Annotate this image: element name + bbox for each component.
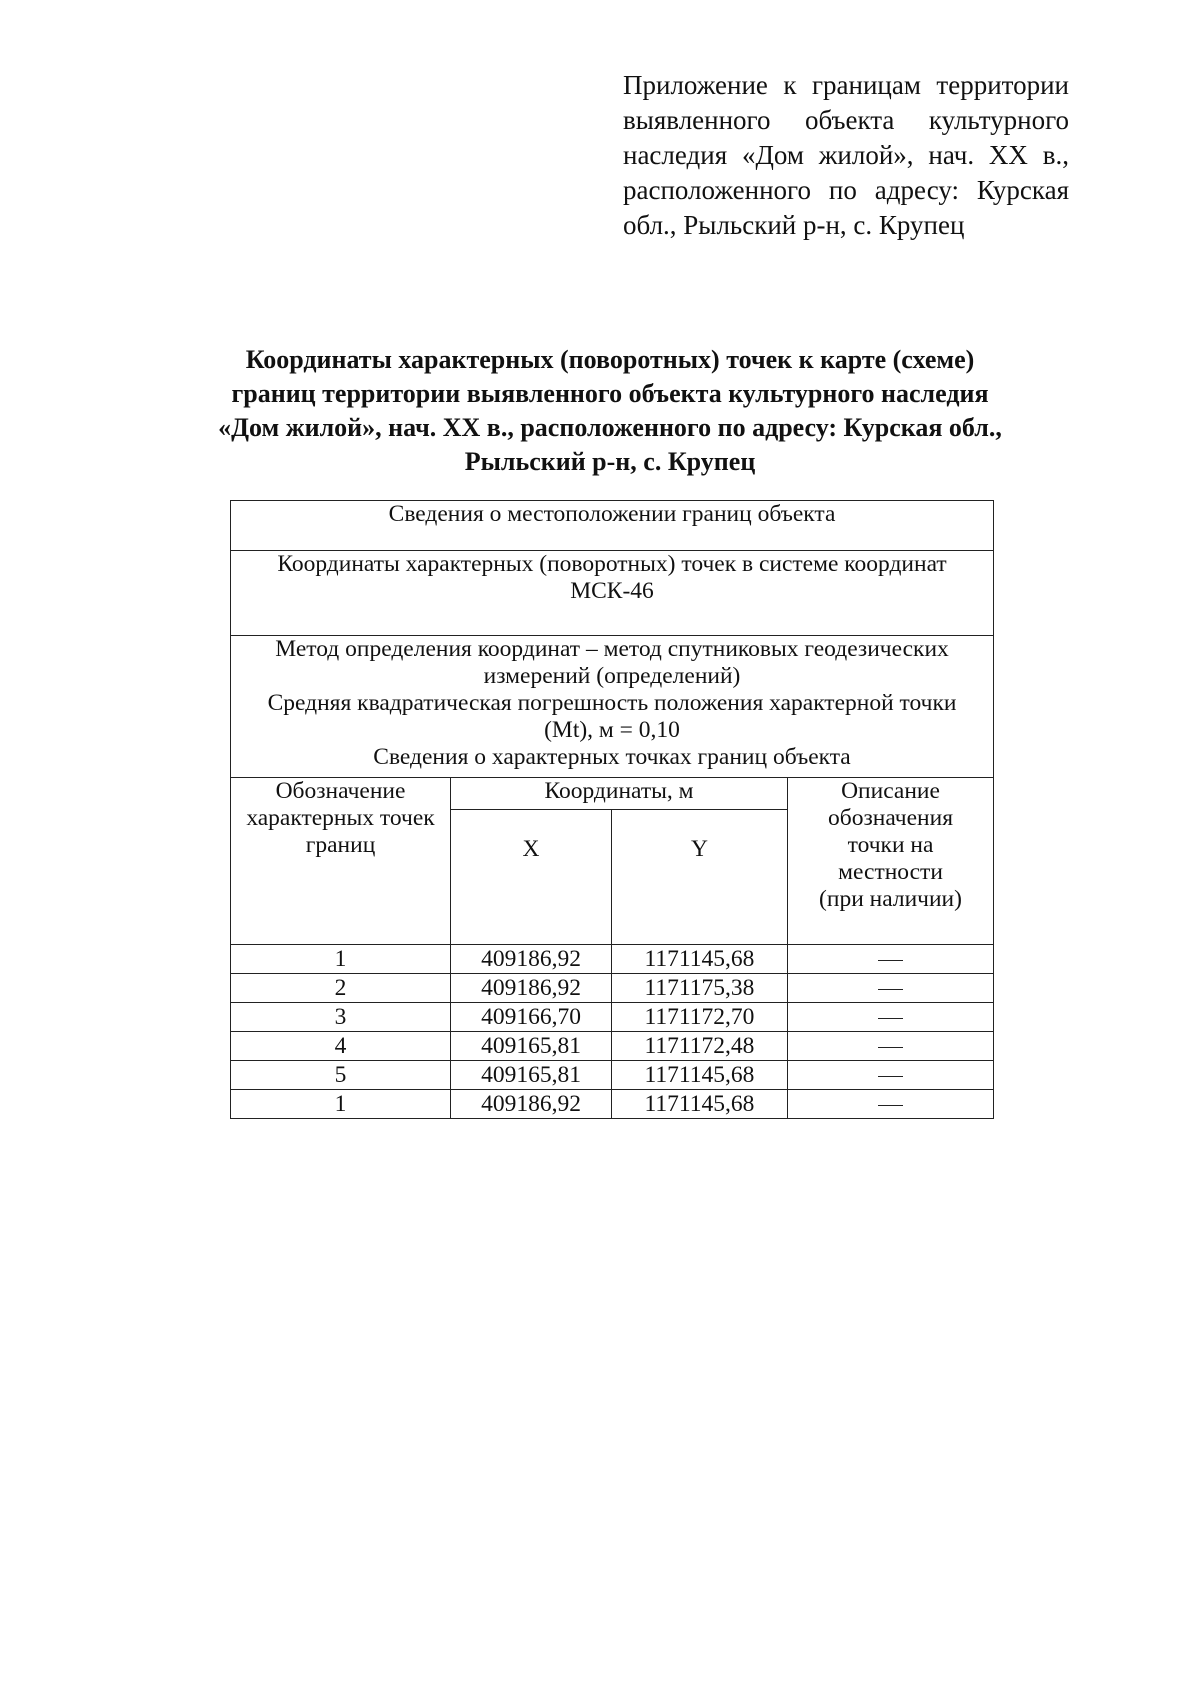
appendix-note-line: обл., Рыльский р-н, с. Крупец [623, 210, 965, 240]
appendix-note-line: выявленного объекта культурного [623, 105, 1069, 135]
x-cell: 409165,81 [451, 1061, 612, 1090]
dash-mark [878, 1105, 903, 1106]
x-header: X [451, 810, 612, 945]
y-header: Y [612, 810, 788, 945]
point-cell: 1 [231, 1090, 451, 1119]
error-line: (Mt), м = 0,10 [544, 717, 680, 743]
table-header-row [231, 778, 994, 810]
point-label-header: Обозначение характерных точек границ [231, 778, 451, 945]
dash-mark [878, 989, 903, 990]
x-cell: 409186,92 [451, 1090, 612, 1119]
description-cell [788, 1003, 994, 1032]
method-line: измерений (определений) [483, 663, 741, 689]
point-cell: 2 [231, 974, 451, 1003]
description-cell [788, 1090, 994, 1119]
document-title [150, 343, 1070, 479]
table-row [231, 974, 994, 1003]
document-title-line: Рыльский р-н, с. Крупец [464, 447, 756, 476]
dash-mark [878, 1047, 903, 1048]
description-cell [788, 974, 994, 1003]
table-row [231, 1090, 994, 1119]
points-info-line: Сведения о характерных точках границ объекта [373, 744, 851, 770]
appendix-note-line: наследия «Дом жилой», нач. XX в., [623, 140, 1069, 170]
description-cell [788, 1061, 994, 1090]
document-title-line: «Дом жилой», нач. XX в., расположенного по адресу: Курская обл., [218, 413, 1002, 442]
table-row [231, 1032, 994, 1061]
coordinates-table [230, 500, 994, 1119]
x-cell: 409186,92 [451, 945, 612, 974]
point-cell: 4 [231, 1032, 451, 1061]
method-info-cell [231, 636, 994, 778]
document-title-line: Координаты характерных (поворотных) точек к карте (схеме) [245, 345, 975, 374]
description-cell [788, 945, 994, 974]
point-cell: 5 [231, 1061, 451, 1090]
y-cell: 1171145,68 [612, 945, 788, 974]
coord-system-cell: Координаты характерных (поворотных) точек в системе координат МСК-46 [231, 551, 994, 636]
coords-header: Координаты, м [451, 778, 788, 810]
table-info-row [231, 501, 994, 551]
document-title-line: границ территории выявленного объекта культурного наследия [231, 379, 989, 408]
appendix-note-line: расположенного по адресу: Курская [623, 175, 1069, 205]
dash-mark [878, 960, 903, 961]
appendix-note-line: Приложение к границам территории [623, 70, 1069, 100]
method-line: Метод определения координат – метод спутниковых геодезических [275, 636, 949, 662]
table-row [231, 945, 994, 974]
y-cell: 1171175,38 [612, 974, 788, 1003]
y-cell: 1171145,68 [612, 1090, 788, 1119]
x-cell: 409166,70 [451, 1003, 612, 1032]
table-info-row [231, 636, 994, 778]
dash-mark [878, 1018, 903, 1019]
y-cell: 1171145,68 [612, 1061, 788, 1090]
description-header: Описание обозначения точки на местности (при наличии) [788, 778, 994, 945]
description-cell [788, 1032, 994, 1061]
y-cell: 1171172,70 [612, 1003, 788, 1032]
table-info-row [231, 551, 994, 636]
appendix-note [623, 68, 1069, 243]
error-line: Средняя квадратическая погрешность положения характерной точки [267, 690, 957, 716]
dash-mark [878, 1076, 903, 1077]
table-row [231, 1061, 994, 1090]
boundaries-info-cell: Сведения о местоположении границ объекта [231, 501, 994, 551]
x-cell: 409186,92 [451, 974, 612, 1003]
table-row [231, 1003, 994, 1032]
x-cell: 409165,81 [451, 1032, 612, 1061]
point-cell: 3 [231, 1003, 451, 1032]
y-cell: 1171172,48 [612, 1032, 788, 1061]
point-cell: 1 [231, 945, 451, 974]
